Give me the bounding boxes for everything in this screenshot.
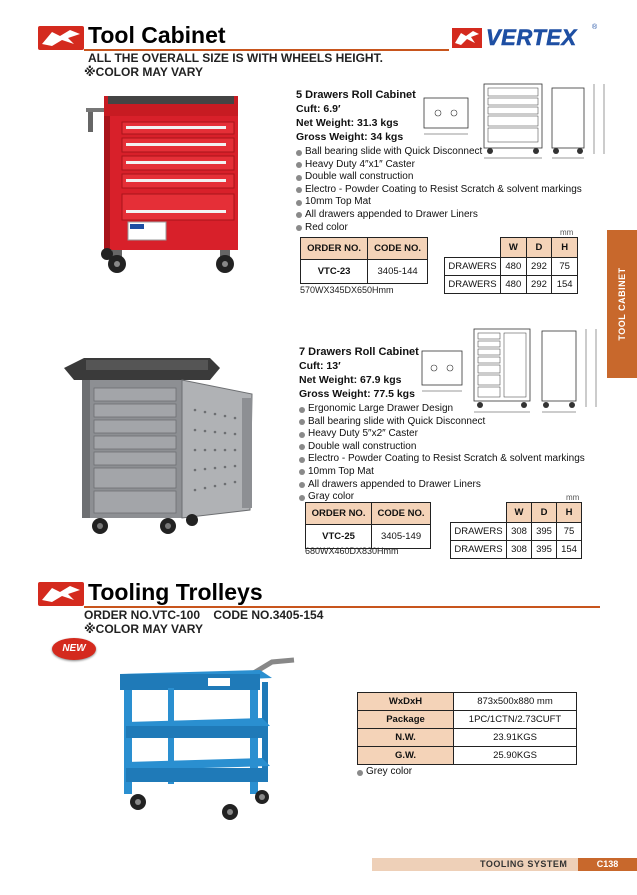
vertex-logo (452, 26, 602, 50)
product-2-dimension-table (450, 502, 582, 559)
dim-h-header: H (557, 503, 582, 523)
order-no-value: VTC-23 (301, 260, 368, 284)
order-no-header: ORDER NO. (306, 503, 372, 525)
eagle-logo-icon (38, 582, 84, 606)
feature-item: 10mm Top Mat (299, 466, 585, 479)
side-tab (607, 230, 637, 378)
brand-name: VERTEX (486, 25, 577, 50)
order-no-value: VTC-25 (306, 525, 372, 549)
product-1-net-weight: Net Weight: 31.3 kgs (296, 117, 399, 129)
page-number: C138 (578, 858, 637, 871)
product-1-overall-size: 570WX345DX650Hmm (300, 285, 394, 295)
table-row: G.W. 25.90KGS (358, 747, 577, 765)
product-1-technical-drawing (418, 80, 608, 162)
product-2-title: 7 Drawers Roll Cabinet (299, 346, 419, 358)
dim-w-header: W (507, 503, 532, 523)
dim-d-header: D (532, 503, 557, 523)
product-1-title: 5 Drawers Roll Cabinet (296, 89, 416, 101)
product-2-net-weight: Net Weight: 67.9 kgs (299, 374, 402, 386)
dim-d-header: D (526, 238, 552, 258)
feature-item: Heavy Duty 4″x1″ Caster (296, 159, 582, 172)
feature-item: Grey color (357, 766, 412, 779)
footer-section: TOOLING SYSTEM (480, 859, 568, 869)
product-1-unit: mm (560, 228, 574, 237)
feature-item: Double wall construction (299, 441, 585, 454)
table-row: DRAWERS 480 292 75 (445, 258, 578, 276)
order-no-header: ORDER NO. (301, 238, 368, 260)
product-1-dimension-table (444, 237, 578, 294)
product-1-gross-weight: Gross Weight: 34 kgs (296, 131, 404, 143)
trolley-section-title: Tooling Trolleys (88, 579, 263, 605)
trolley-features (357, 766, 412, 779)
trolley-order-line: ORDER NO.VTC-100 CODE NO.3405-154 (84, 608, 324, 622)
dim-h-header: H (552, 238, 578, 258)
size-note: ALL THE OVERALL SIZE IS WITH WHEELS HEIGHT. (88, 51, 383, 65)
product-2-order-table (305, 502, 431, 549)
product-2-unit: mm (566, 493, 580, 502)
feature-item: 10mm Top Mat (296, 196, 582, 209)
code-no-header: CODE NO. (372, 503, 431, 525)
brand-registered-mark: ® (592, 24, 598, 31)
trolley-color-note: ※COLOR MAY VARY (84, 622, 204, 636)
table-row: DRAWERS 308 395 154 (451, 541, 582, 559)
feature-item: Ball bearing slide with Quick Disconnect (296, 146, 582, 159)
product-2-overall-size: 680WX460DX830Hmm (305, 546, 399, 556)
product-2-technical-drawing (418, 325, 608, 415)
gray-cabinet-image (60, 340, 265, 545)
color-note: ※COLOR MAY VARY (84, 65, 204, 79)
product-2-features (299, 403, 585, 504)
table-row: Package 1PC/1CTN/2.73CUFT (358, 711, 577, 729)
table-row: N.W. 23.91KGS (358, 729, 577, 747)
feature-item: Red color (296, 222, 582, 235)
feature-item: All drawers appended to Drawer Liners (296, 209, 582, 222)
code-no-value: 3405-144 (368, 260, 428, 284)
code-no-value: 3405-149 (372, 525, 431, 549)
brand-eagle-icon (452, 28, 482, 48)
product-2-cuft: Cuft: 13′ (299, 360, 341, 372)
feature-item: Heavy Duty 5″x2″ Caster (299, 428, 585, 441)
feature-item: Electro - Powder Coating to Resist Scratch & solvent markings (296, 184, 582, 197)
feature-item: Ball bearing slide with Quick Disconnect (299, 416, 585, 429)
feature-item: Ergonomic Large Drawer Design (299, 403, 585, 416)
table-row: DRAWERS 308 395 75 (451, 523, 582, 541)
trolley-spec-table (357, 692, 577, 765)
table-row: WxDxH 873x500x880 mm (358, 693, 577, 711)
code-no-header: CODE NO. (368, 238, 428, 260)
product-1-order-table (300, 237, 428, 284)
feature-item: All drawers appended to Drawer Liners (299, 479, 585, 492)
blue-trolley-image (112, 652, 302, 822)
product-1-cuft: Cuft: 6.9′ (296, 103, 341, 115)
new-badge: NEW (52, 638, 96, 660)
table-row: DRAWERS 480 292 154 (445, 276, 578, 294)
page-title: Tool Cabinet (88, 22, 226, 48)
product-2-gross-weight: Gross Weight: 77.5 kgs (299, 388, 415, 400)
eagle-logo-icon (38, 26, 84, 50)
red-cabinet-image (82, 84, 247, 284)
feature-item: Double wall construction (296, 171, 582, 184)
feature-item: Electro - Powder Coating to Resist Scratch & solvent markings (299, 453, 585, 466)
dim-w-header: W (501, 238, 527, 258)
feature-item: Gray color (299, 491, 585, 504)
side-tab-label: TOOL CABINET (617, 267, 627, 341)
